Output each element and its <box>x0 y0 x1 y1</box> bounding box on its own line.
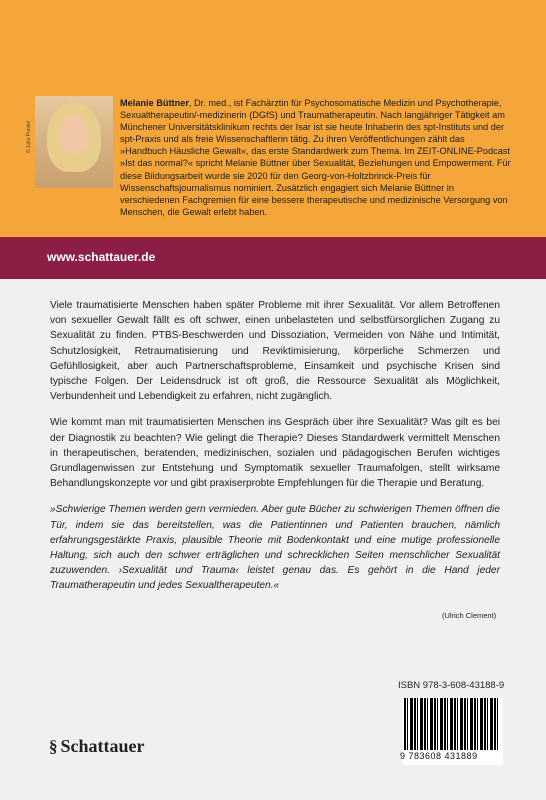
quote-author: (Ulrich Clement) <box>442 611 497 620</box>
review-quote: »Schwierige Themen werden gern vermieden. Aber gute Bücher zu schwierigen Themen öffnen die Tür, indem sie das bereitstellen, was die Patientinnen und Patienten brauchen, nämlich erfahrungsgestärkte Praxis, plausible Theorie mit Bodenkontakt und eine mutige professionelle Haltung, sich auch den schwer erträglichen und schrecklichen Seiten menschlicher Sexualität zuzuwenden. ›Sexualität und Trauma‹ leistet genau das. Es gehört in die Hand jeder Traumatherapeutin und jedes Sexualtherapeuten.« <box>50 504 500 592</box>
website-link[interactable]: www.schattauer.de <box>47 250 156 264</box>
author-name: Melanie Büttner <box>120 98 189 108</box>
publisher-name: Schattauer <box>60 736 145 756</box>
publisher-logo <box>49 736 145 757</box>
blurb-paragraph-2: Wie kommt man mit traumatisierten Menschen ins Gespräch über ihre Sexualität? Was gilt es bei der Diagnostik zu beachten? Wie gelingt die Therapie? Dieses Standardwerk vermittelt Menschen in therapeutischen, beratenden, medizinischen, sozialen und pädagogischen Berufen wichtiges Grundlagenwissen zur Entstehung und Symptomatik sexueller Traumafolgen, stellt wirksame Behandlungskonzepte vor und gibt praxiserprobte Empfehlungen für die Therapie und Beratung. <box>50 417 500 490</box>
barcode-bars <box>404 698 500 750</box>
author-title: , Dr. med., <box>188 98 232 108</box>
author-photo <box>26 96 113 188</box>
author-bio <box>120 97 512 218</box>
blurb <box>50 298 500 594</box>
author-section <box>0 0 546 237</box>
author-bio-text: ist Fachärztin für Psychosomatische Medizin und Psychotherapie, Sexualtherapeutin/-medizinerin (DGfS) und Traumatherapeutin. Nach langjähriger Tätigkeit am Münchener Universitätsklinikum rechts der Isar ist sie heute Inhaberin des spt-Instituts und der spt-Praxis und als freie Wissenschaftlerin tätig. Zu ihren Veröffentlichungen zählt das »Handbuch Häusliche Gewalt«, das erste Standardwerk zum Thema. Im ZEIT-ONLINE-Podcast »Ist das normal?« spricht Melanie Büttner über Sexualität, Beziehungen und Empowerment. Für diese Bildungsarbeit wurde sie 2020 für den Georg-von-Holtzbrinck-Preis für Wissenschaftsjournalismus nominiert. Zusätzlich engagiert sich Melanie Büttner in verschiedenen Fachgremien für eine bessere therapeutische und medizinische Versorgung von Menschen, die Gewalt erlebt haben. <box>120 98 511 217</box>
barcode-numbers: 9 783608 431889 <box>400 751 478 761</box>
barcode <box>402 697 503 765</box>
blurb-paragraph-1: Viele traumatisierte Menschen haben später Probleme mit ihrer Sexualität. Vor allem Betroffenen von sexueller Gewalt fällt es oft schwer, einen unbelasteten und selbstfürsorglichen Zugang zu Sexualität zu finden. PTBS-Beschwerden und Dissoziation, Vermeiden von Nähe und Intimität, Schutzlosigkeit, Retraumatisierung und Reviktimisierung, körperliche Schmerzen und Gefühllosigkeit, aber auch Partnerschaftsprobleme, Einsamkeit und psychische Krisen sind typische Folgen. Der Leidensdruck ist oft groß, die Ressource Sexualität als Möglichkeit, Verbundenheit und Lebendigkeit zu erfahren, nicht zugänglich. <box>50 300 500 403</box>
isbn-label: ISBN 978-3-608-43188-9 <box>398 680 505 691</box>
photo-credit: © Julia Prestel <box>26 120 33 154</box>
publisher-logo-icon: § <box>49 737 58 756</box>
